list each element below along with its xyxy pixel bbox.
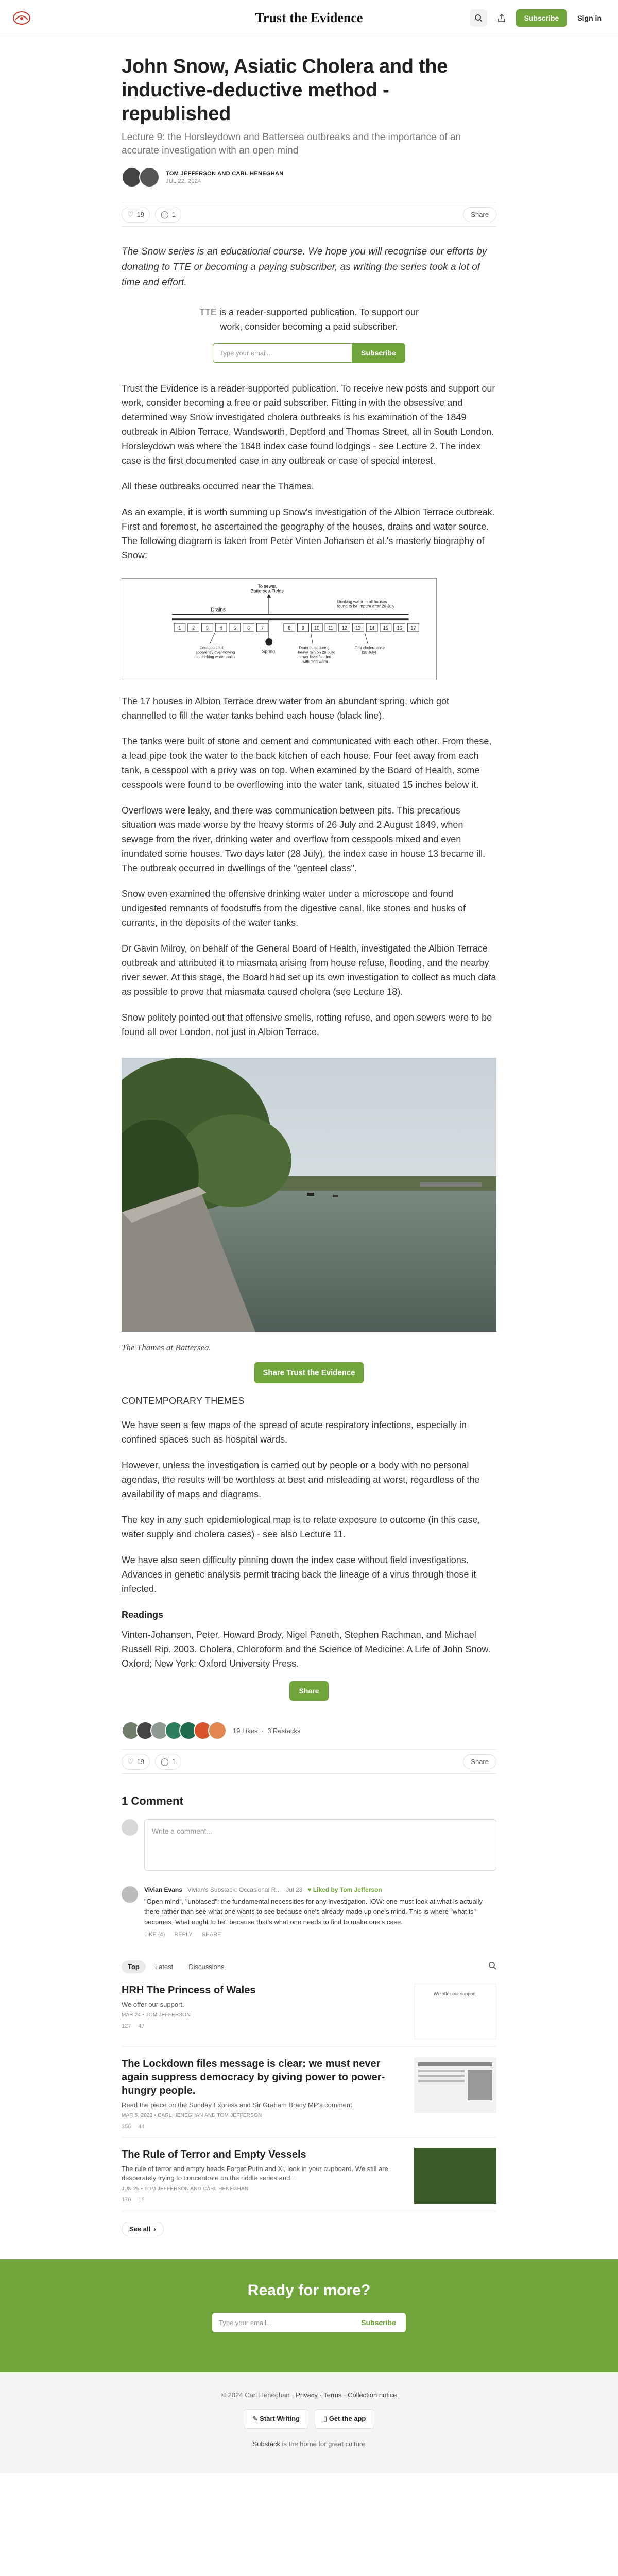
post-likes[interactable]: 356 (122, 2124, 131, 2130)
post-thumbnail[interactable] (414, 2148, 496, 2204)
house-number: 5 (233, 625, 236, 631)
substack-link[interactable]: Substack (252, 2440, 280, 2448)
house-number: 15 (383, 625, 388, 631)
subscribe-widget (122, 305, 496, 363)
paragraph: However, unless the investigation is carried out by people or a body with no personal agendas, the results will be worthless at best and misleading at worst, regardless of the availability of maps and diagrams. (122, 1460, 480, 1499)
article-container (122, 55, 496, 2236)
thumbnail-text: We offer our support. (433, 1991, 477, 1996)
share-icon[interactable] (494, 9, 509, 27)
house-number: 12 (341, 625, 347, 631)
author-names[interactable]: TOM JEFFERSON AND CARL HENEGHAN (166, 170, 284, 177)
paragraph: Snow even examined the offensive drinking water under a microscope and found undigested remnants of foodstuffs from the digestive canal, like stones and husks of currants, in the deposits of the water tanks. (122, 889, 466, 928)
comment (122, 1886, 496, 1938)
email-input[interactable]: Type your email... (213, 343, 352, 363)
intro-note: The Snow series is an educational course. We hope you will recognise our efforts by donating to TTE or becoming a paying subscriber, as writing the series took a lot of time and effort. (122, 246, 487, 288)
chevron-right-icon: › (153, 2225, 156, 2233)
footer-links: © 2024 Carl Heneghan · Privacy · Terms · Collection notice (221, 2391, 397, 2399)
house-number: 13 (355, 625, 361, 631)
house-number: 11 (328, 625, 333, 631)
label-drinking-2: found to be impure after 26 July (337, 604, 395, 609)
likes-row (122, 1721, 496, 1740)
post-action-bar (122, 202, 496, 227)
house-number: 16 (397, 625, 402, 631)
footer-tagline (0, 2440, 618, 2448)
subscribe-button[interactable]: Subscribe (351, 2313, 406, 2332)
readings-heading: Readings (122, 1609, 164, 1620)
label-cesspools-2: apparently over-flowing (195, 650, 235, 655)
publish-date: JUL 22, 2024 (166, 178, 201, 184)
paragraph: Snow politely pointed out that offensive smells, rotting refuse, and open sewers were to be found all over London, not just in Albion Terrace. (122, 1012, 492, 1037)
article-subtitle: Lecture 9: the Horsleydown and Battersea outbreaks and the importance of an accurate investigation with an open mind (122, 132, 461, 156)
subscribe-text: TTE is a reader-supported publication. To support our work, consider becoming a paid subscriber. (199, 307, 419, 332)
user-avatar (122, 1819, 138, 1836)
label-grain-1: Drain burst during (299, 645, 330, 650)
sign-in-button[interactable]: Sign in (577, 14, 602, 22)
house-number: 9 (302, 625, 305, 631)
post-comments[interactable]: 44 (138, 2124, 145, 2130)
search-icon[interactable] (488, 1961, 496, 1972)
ready-for-more-banner (0, 2259, 618, 2372)
post-action-bar-bottom (122, 1749, 496, 1774)
tab-top[interactable]: Top (122, 1960, 146, 1973)
post-item[interactable] (122, 2148, 496, 2211)
copyright: © 2024 Carl Heneghan (221, 2391, 290, 2399)
start-writing-button[interactable] (244, 2409, 308, 2429)
liker-avatar[interactable] (208, 1721, 227, 1740)
like-button[interactable] (122, 1754, 150, 1770)
post-description: The rule of terror and empty heads Forget Putin and Xi, look in your cupboard. We still are desperately trying to concentrate on the riddle series and... (122, 2165, 388, 2182)
footer (0, 2372, 618, 2473)
post-comments[interactable]: 18 (138, 2197, 145, 2203)
lecture-2-link[interactable]: Lecture 2 (396, 441, 435, 451)
author-avatar[interactable] (139, 167, 160, 188)
house-number: 3 (205, 625, 209, 631)
comment-date[interactable]: Jul 23 (286, 1886, 303, 1893)
text: Trust the Evidence is a reader-supported publication. To receive new posts and support our work, consider becoming a free or paid subscriber. Fitting in with the obsessive and determined way Snow investigated cholera outbreaks is his examination of the 1849 outbreak in Albion Terrace, Wandsworth, Deptford and Thomas Street, all in South London. Horsleydown was where the 1848 index case found lodgings - see (122, 383, 495, 451)
comment-reply-button[interactable]: REPLY (174, 1931, 193, 1938)
post-thumbnail[interactable] (414, 1984, 496, 2039)
paragraph: All these outbreaks occurred near the Thames. (122, 481, 314, 492)
thames-battersea-photo[interactable] (122, 1058, 496, 1332)
house-number: 14 (369, 625, 375, 631)
publication-logo[interactable] (12, 10, 31, 26)
like-count: 19 (136, 210, 145, 218)
label-cesspools-3: into drinking water tanks (193, 654, 235, 659)
label-battersea: Battersea Fields (250, 588, 284, 594)
heart-icon: ♡ (127, 1757, 134, 1766)
archive-tabs-row (122, 1960, 496, 1973)
phone-icon: ▯ (323, 2415, 328, 2422)
comment-icon: ◯ (161, 210, 169, 218)
see-all-button[interactable] (122, 2222, 164, 2236)
comment-count: 1 (171, 210, 176, 218)
post-thumbnail[interactable] (414, 2057, 496, 2113)
post-likes[interactable]: 170 (122, 2197, 131, 2203)
terms-link[interactable]: Terms (323, 2391, 342, 2399)
label-drinking: Drinking water in all houses (337, 599, 387, 604)
comment-share-button[interactable]: SHARE (201, 1931, 221, 1938)
email-input[interactable]: Type your email... (212, 2313, 351, 2332)
byline (122, 167, 496, 188)
post-description: Read the piece on the Sunday Express and Sir Graham Brady MP's comment (122, 2101, 352, 2109)
label-spring: Spring (262, 649, 276, 654)
restacks-text: 3 Restacks (267, 1726, 301, 1735)
pen-icon: ✎ (252, 2415, 258, 2422)
share-button-small[interactable]: Share (289, 1681, 329, 1701)
paragraph: As an example, it is worth summing up Snow's investigation of the Albion Terrace outbreak. First and foremost, he ascertained the geography of the houses, drains and water source. The following diagram is taken from Peter Vinten Johansen et al.'s masterly biography of Snow: (122, 507, 495, 561)
comment-button[interactable] (155, 207, 181, 223)
label-first-1: First cholera case (354, 645, 385, 650)
commenter-name[interactable]: Vivian Evans (144, 1886, 182, 1893)
label-grain-4: with fetid water (302, 659, 328, 664)
house-number: 1 (178, 625, 181, 631)
share-button[interactable]: Share (463, 1754, 496, 1769)
paragraph: Dr Gavin Milroy, on behalf of the General Board of Health, investigated the Albion Terrace outbreak and attributed it to miasmata arising from house refuse, flooding, and the nearby river sewer. At this stage, the Board had set up its own investigation to collect as much data as possible to prove that miasmata caused cholera (see Lecture 18). (122, 943, 496, 997)
post-title[interactable]: HRH The Princess of Wales (122, 1985, 256, 1996)
post-item[interactable] (122, 2057, 496, 2138)
comment-like-button[interactable]: LIKE (4) (144, 1931, 165, 1938)
section-heading: CONTEMPORARY THEMES (122, 1396, 245, 1406)
post-meta: MAR 5, 2023 • CARL HENEGHAN AND TOM JEFFERSON (122, 2113, 262, 2119)
likes-text: 19 Likes (233, 1726, 258, 1735)
ready-heading: Ready for more? (247, 2282, 371, 2299)
get-app-button[interactable] (315, 2409, 374, 2429)
share-button[interactable]: Share (463, 207, 496, 222)
paragraph: The key in any such epidemiological map is to relate exposure to outcome (in this case, water supply and cholera cases) - see also Lecture 11. (122, 1515, 480, 1539)
paragraph: The tanks were built of stone and cement and communicated with each other. From these, a lead pipe took the water to the back kitchen of each house. Four feet away from each tank, a cesspool with a privy was on top. When examined by the Board of Health, some cesspools were found to be overflowing into the water tank, situated 15 inches below it. (122, 736, 492, 790)
comment-input[interactable]: Write a comment... (144, 1819, 496, 1871)
comments-heading: 1 Comment (122, 1794, 183, 1807)
privacy-link[interactable]: Privacy (296, 2391, 318, 2399)
see-all-label: See all (129, 2225, 151, 2233)
commenter-avatar[interactable] (122, 1886, 138, 1903)
albion-terrace-diagram[interactable] (122, 578, 437, 680)
house-number: 6 (247, 625, 250, 631)
start-writing-label: Start Writing (260, 2415, 300, 2422)
article-title: John Snow, Asiatic Cholera and the inductive-deductive method - republished (122, 56, 448, 125)
share-publication-button[interactable]: Share Trust the Evidence (254, 1362, 364, 1383)
house-number: 8 (288, 625, 291, 631)
top-bar (0, 0, 618, 37)
paragraph: Overflows were leaky, and there was communication between pits. This precarious situation was made worse by the heavy storms of 26 July and 2 August 1849, when sewage from the river, drinking water and overflow from cesspools mixed and even inundated some houses. Two days later (28 July), the index case in house 13 became ill. The outbreak occurred in dwellings of the "genteel class". (122, 805, 486, 873)
label-grain-3: sewer level flooded (298, 654, 332, 659)
post-meta: JUN 25 • TOM JEFFERSON AND CARL HENEGHAN (122, 2186, 249, 2192)
search-icon[interactable] (470, 9, 487, 27)
label-cesspools-1: Cesspools full, (199, 645, 225, 650)
house-number: 7 (261, 625, 264, 631)
post-comments[interactable]: 47 (138, 2023, 145, 2029)
house-number: 2 (192, 625, 195, 631)
subscribe-button[interactable]: Subscribe (352, 343, 405, 363)
collection-notice-link[interactable]: Collection notice (348, 2391, 397, 2399)
reference: Vinten-Johansen, Peter, Howard Brody, Nigel Paneth, Stephen Rachman, and Michael Russell Rip. 2003. Cholera, Chloroform and the Science of Medicine: A Life of John Snow. Oxford; New York: Oxford University Press. (122, 1630, 491, 1669)
label-first-2: (28 July) (362, 650, 376, 655)
article-body (122, 381, 496, 1701)
comment-icon: ◯ (161, 1757, 169, 1766)
paragraph: We have seen a few maps of the spread of acute respiratory infections, especially in confined spaces such as hospital wards. (122, 1420, 467, 1445)
house-number: 10 (314, 625, 320, 631)
post-description: We offer our support. (122, 2001, 184, 2008)
post-title[interactable]: The Lockdown files message is clear: we must never again suppress democracy by giving power to power-hungry people. (122, 2058, 385, 2096)
house-number: 17 (410, 625, 416, 631)
likes-summary[interactable]: 19 Likes · 3 Restacks (233, 1726, 301, 1735)
comment-composer (122, 1819, 496, 1871)
house-number: 4 (219, 625, 222, 631)
comment-count: 1 (171, 1757, 176, 1766)
post-meta: MAR 24 • TOM JEFFERSON (122, 2012, 191, 2018)
get-app-label: Get the app (329, 2415, 366, 2422)
paragraph: The 17 houses in Albion Terrace drew water from an abundant spring, which got channelled to fill the water tanks behind each house (black line). (122, 696, 450, 721)
site-title[interactable]: Trust the Evidence (255, 10, 363, 25)
photo-caption: The Thames at Battersea. (122, 1343, 211, 1352)
text: . The index case is the first documented case in any outbreak or case of special interest. (122, 441, 481, 466)
tab-latest[interactable]: Latest (154, 1963, 174, 1971)
post-title[interactable]: The Rule of Terror and Empty Vessels (122, 2149, 306, 2160)
paragraph (122, 381, 496, 468)
liked-by-badge: ♥ Liked by Tom Jefferson (307, 1886, 382, 1893)
post-likes[interactable]: 127 (122, 2023, 131, 2029)
comment-button[interactable] (155, 1754, 181, 1770)
heart-icon: ♡ (127, 210, 134, 218)
label-drains: Drains (211, 607, 226, 613)
label-grain-2: heavy rain on 26 July; (298, 650, 335, 655)
like-count: 19 (136, 1757, 145, 1766)
header-subscribe-button[interactable]: Subscribe (516, 9, 568, 27)
post-item[interactable] (122, 1984, 496, 2047)
tagline-text: is the home for great culture (280, 2440, 366, 2448)
comment-text: "Open mind", "unbiased": the fundamental necessities for any investigation. IOW: one must look at what is actually there rather than see what one wants to see because one's already made up one's mind. This is where "what is" becomes "what ought to be" because that's what one needs to find to make one's case. (144, 1897, 483, 1926)
label-sewer: To sewer, (258, 583, 277, 589)
like-button[interactable] (122, 207, 150, 223)
commenter-substack[interactable]: Vivian's Substack: Occasional R... (187, 1886, 281, 1893)
paragraph: We have also seen difficulty pinning down the index case without field investigations. Advances in genetic analysis permit tracing back the lineage of a virus through those it infected. (122, 1555, 476, 1594)
tab-discussions[interactable]: Discussions (188, 1963, 225, 1971)
